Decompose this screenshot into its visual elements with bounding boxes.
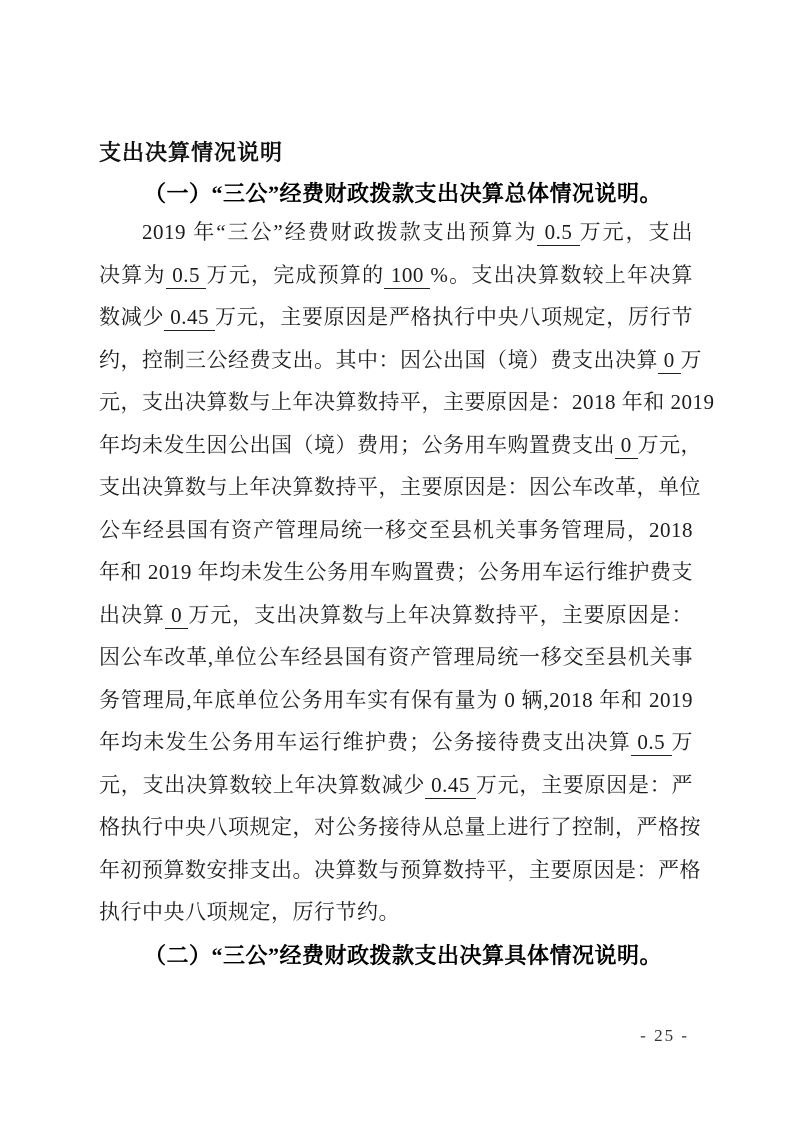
underlined-value: 0.5 bbox=[165, 262, 207, 287]
text-segment: 万 bbox=[671, 730, 693, 754]
text-segment: 万元，支出 bbox=[579, 220, 694, 244]
paragraph bbox=[99, 211, 715, 934]
text-segment: 万元，支出决算数与上年决算数持平，主要原因是： bbox=[188, 602, 694, 627]
underlined-value: 0 bbox=[615, 432, 638, 457]
text-segment: 格执行中央八项规定，对公务接待从总量上进行了控制，严格按 bbox=[99, 815, 701, 839]
text-segment: 元，支出决算数较上年决算数减少 bbox=[99, 772, 426, 797]
text-segment: 因公车改革,单位公车经县国有资产管理局统一移交至县机关事 bbox=[99, 645, 693, 669]
text-segment: 务管理局,年底单位公务用车实有保有量为 0 辆,2018 年和 2019 bbox=[99, 687, 693, 712]
paragraph-line bbox=[99, 721, 693, 764]
paragraph-line bbox=[99, 679, 693, 722]
text-segment: 约，控制三公经费支出。其中：因公出国（境）费支出决算 bbox=[99, 347, 658, 372]
underlined-value: 0.45 bbox=[164, 305, 215, 329]
text-segment: 支出决算数与上年决算数持平，主要原因是：因公车改革，单位 bbox=[99, 475, 701, 499]
text-segment: 元，支出决算数与上年决算数持平，主要原因是：2018 年和 2019 bbox=[99, 390, 715, 414]
text-segment: 万元，主要原因是严格执行中央八项规定，厉行节 bbox=[214, 305, 694, 329]
paragraph-line bbox=[99, 339, 702, 382]
paragraph-line bbox=[99, 466, 701, 509]
text-segment: 公车经县国有资产管理局统一移交至县机关事务管理局，2018 bbox=[99, 517, 693, 542]
text-segment: 万 bbox=[680, 347, 702, 372]
paragraph-line bbox=[99, 254, 693, 297]
section-2-heading: （二）“三公”经费财政拨款支出决算具体情况说明。 bbox=[144, 943, 663, 968]
text-segment: 万元，完成预算的 bbox=[206, 262, 385, 287]
text-segment: 年均未发生公务用车运行维护费；公务接待费支出决算 bbox=[99, 730, 631, 754]
document-title: 支出决算情况说明 bbox=[99, 140, 284, 165]
text-segment: 决算为 bbox=[99, 262, 166, 287]
underlined-value: 100 bbox=[384, 262, 431, 287]
underlined-value: 0.5 bbox=[630, 730, 672, 754]
text-segment: 出决算 bbox=[99, 602, 165, 627]
text-segment: 年和 2019 年均未发生公务用车购置费；公务用车运行维护费支 bbox=[99, 560, 693, 584]
paragraph-line bbox=[99, 211, 693, 254]
paragraph-line bbox=[99, 509, 693, 552]
paragraph-line bbox=[99, 594, 693, 637]
text-segment: 数减少 bbox=[99, 305, 165, 329]
paragraph-line bbox=[99, 636, 693, 679]
paragraph-line bbox=[99, 764, 693, 807]
text-segment: 年均未发生因公出国（境）费用；公务用车购置费支出 bbox=[99, 432, 615, 457]
paragraph-line bbox=[99, 551, 693, 594]
section-1-heading: （一）“三公”经费财政拨款支出决算总体情况说明。 bbox=[144, 181, 663, 206]
text-segment: %。支出决算数较上年决算 bbox=[430, 262, 694, 287]
paragraph-line bbox=[99, 424, 702, 467]
text-segment: 执行中央八项规定，厉行节约。 bbox=[99, 900, 400, 924]
text-segment: 万元， bbox=[637, 432, 702, 457]
paragraph-line bbox=[99, 381, 715, 424]
text-segment: 年初预算数安排支出。决算数与预算数持平，主要原因是：严格 bbox=[99, 857, 701, 882]
underlined-value: 0.5 bbox=[537, 220, 580, 244]
paragraph-line bbox=[99, 891, 693, 934]
underlined-value: 0 bbox=[658, 347, 681, 372]
text-segment: 2019 年“三公”经费财政拨款支出预算为 bbox=[142, 220, 538, 244]
page-number: - 25 - bbox=[640, 1026, 689, 1045]
underlined-value: 0.45 bbox=[425, 772, 476, 797]
paragraph-line bbox=[99, 806, 701, 849]
underlined-value: 0 bbox=[164, 602, 189, 627]
paragraph-line bbox=[99, 849, 701, 892]
text-segment: 万元，主要原因是：严 bbox=[475, 772, 694, 797]
paragraph-line bbox=[99, 296, 693, 339]
